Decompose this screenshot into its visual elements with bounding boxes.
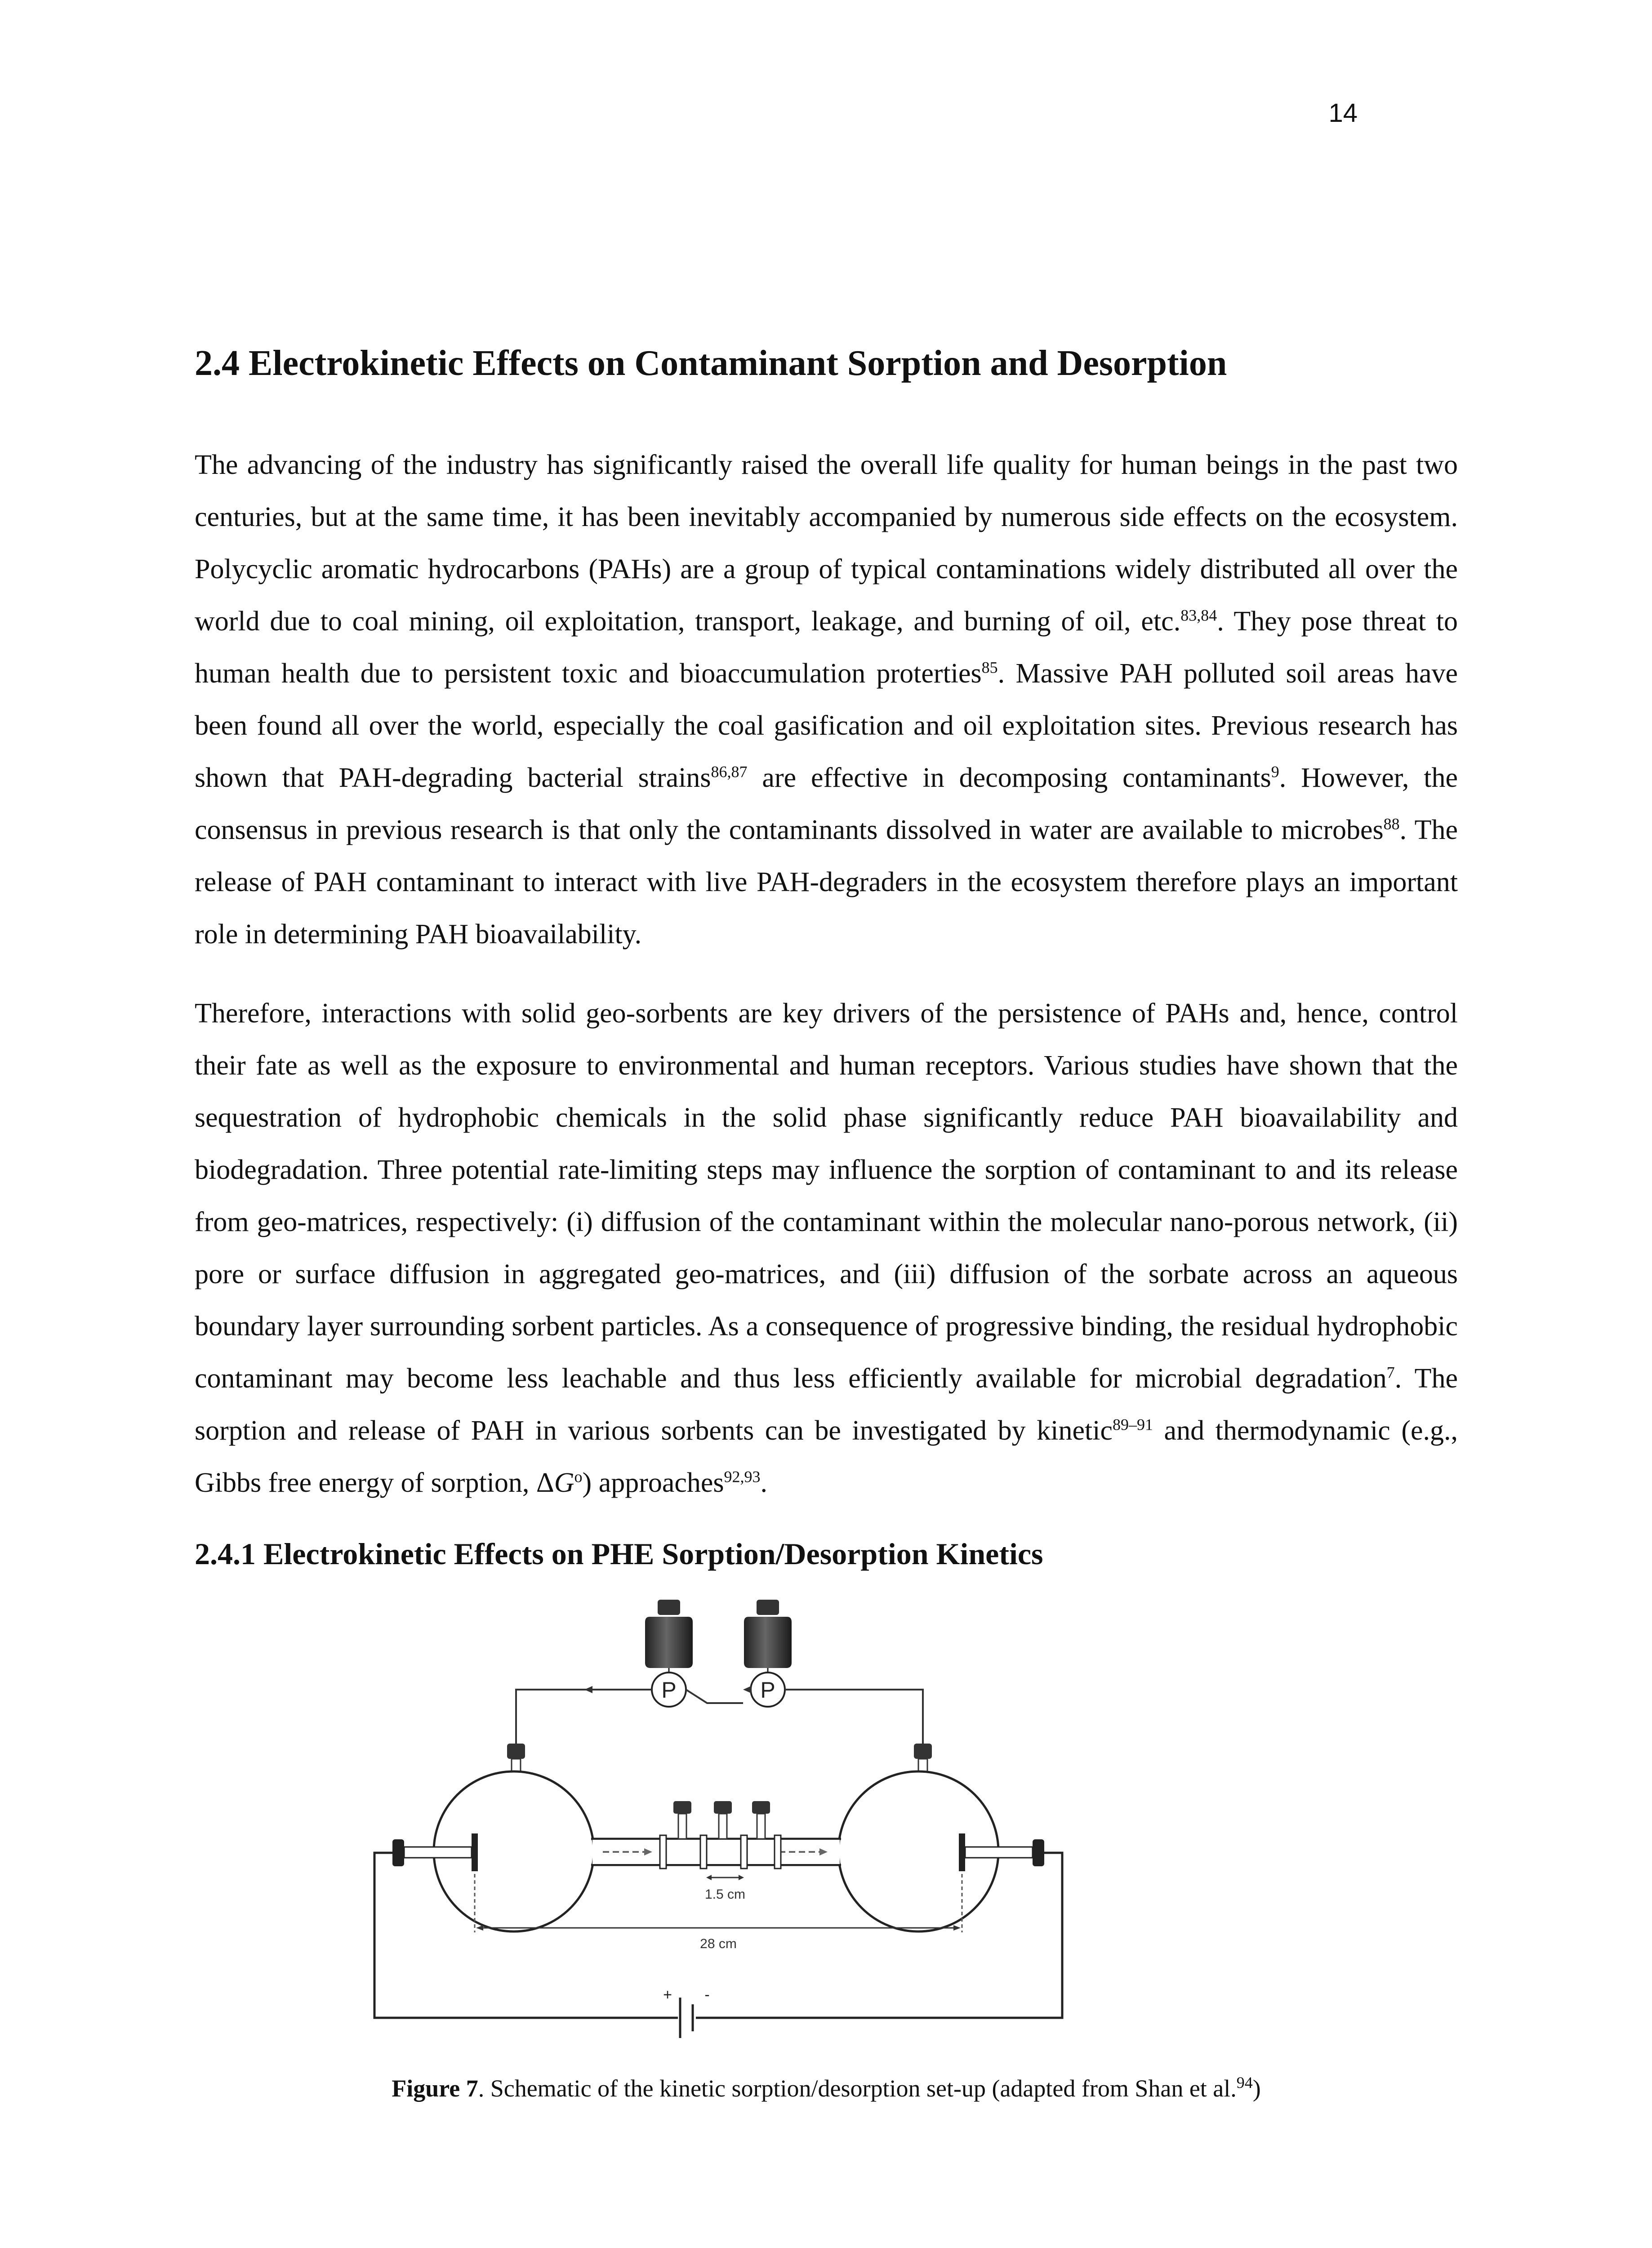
p2-text-4: ) approaches [582,1467,724,1498]
reservoir-bottle-right [744,1600,792,1668]
sorbent-column [591,1835,841,1869]
citation: 9 [1271,763,1279,781]
caption-text: . Schematic of the kinetic sorption/desorption set-up (adapted from Shan et al. [478,2074,1237,2102]
pump-left-label: P [661,1677,677,1703]
dimension-small [705,1875,745,1902]
citation: 86,87 [711,763,748,781]
citation: 7 [1386,1363,1395,1382]
citation: 83,84 [1180,606,1217,624]
citation: 85 [981,658,998,677]
gibbs-symbol: G [554,1467,574,1498]
sampling-port [752,1801,770,1839]
sampling-port [714,1801,732,1839]
flask-valve-left [507,1744,525,1772]
p2-text-2: . The sorption and release of PAH in various sorbents can be investigated by kinetic [195,1363,1458,1446]
dimension-large-label: 28 cm [700,1936,737,1951]
flow-arrow-icon [584,1686,592,1693]
degree-symbol: o [574,1467,583,1486]
page-number: 14 [1328,98,1358,128]
setup-schematic [365,1600,1287,2063]
battery-plus-label: + [663,1986,672,2003]
sampling-port [673,1801,691,1839]
p1-text-1: The advancing of the industry has significantly raised the overall life quality for human beings in the past two centuries, but at the same time, it has been inevitably accompanied by numerous side effects on the ecosystem. Polycyclic aromatic hydrocarbons (PAHs) are a group of typical contaminations widely distributed all over the world due to coal mining, oil exploitation, transport, leakage, and burning of oil, etc. [195,450,1458,637]
figure-7 [195,1600,1458,2063]
p1-text-2: . They pose threat to human health due to persistent toxic and bioaccumulation proterties [195,606,1458,689]
circulation-tubing [516,1690,923,1748]
section-title: 2.4 Electrokinetic Effects on Contaminant Sorption and Desorption [195,343,1227,383]
page-content [195,342,1458,2102]
p2-text-5: . [760,1467,768,1498]
caption-end: ) [1252,2074,1261,2102]
subsection-title: 2.4.1 Electrokinetic Effects on PHE Sorption/Desorption Kinetics [195,1537,1043,1571]
paragraph-2 [195,987,1458,1509]
dimension-small-label: 1.5 cm [704,1887,746,1902]
pump-right [751,1673,785,1707]
citation: 94 [1236,2073,1253,2092]
citation: 89–91 [1112,1415,1153,1434]
pump-right-label: P [760,1677,775,1703]
citation: 92,93 [724,1467,761,1486]
p2-text-3: and thermodynamic (e.g., Gibbs free energy of sorption, Δ [195,1415,1458,1498]
p1-text-5: . However, the consensus in previous research is that only the contaminants dissolved in water are available to microbes [195,763,1458,845]
pump-left [652,1673,686,1707]
p1-text-3: . Massive PAH polluted soil areas have been found all over the world, especially the coal gasification and oil exploitation sites. Previous research has shown that PAH-degrading bacterial strains [195,658,1458,793]
reservoir-bottle-left [645,1600,693,1668]
p2-text-1: Therefore, interactions with solid geo-sorbents are key drivers of the persistence of PAHs and, hence, control their fate as well as the exposure to environmental and human receptors. Various studies have shown that the sequestration of hydrophobic chemicals in the solid phase significantly reduce PAH bioavailability and biodegradation. Three potential rate-limiting steps may influence the sorption of contaminant to and its release from geo-matrices, respectively: (i) diffusion of the contaminant within the molecular nano-porous network, (ii) pore or surface diffusion in aggregated geo-matrices, and (iii) diffusion of the sorbate across an aqueous boundary layer surrounding sorbent particles. As a consequence of progressive binding, the residual hydrophobic contaminant may become less leachable and thus less efficiently available for microbial degradation [195,998,1458,1394]
figure-caption [195,2074,1458,2102]
p1-text-6: . The release of PAH contaminant to interact with live PAH-degraders in the ecosystem therefore plays an important role in determining PAH bioavailability. [195,815,1458,950]
battery-minus-label: - [704,1986,710,2003]
figure-label: Figure 7 [392,2074,478,2102]
p1-text-4: are effective in decomposing contaminants [747,763,1271,793]
citation: 88 [1383,815,1400,833]
paragraph-1 [195,439,1458,960]
flow-arrow-icon [743,1686,751,1693]
flask-valve-right [914,1744,932,1772]
